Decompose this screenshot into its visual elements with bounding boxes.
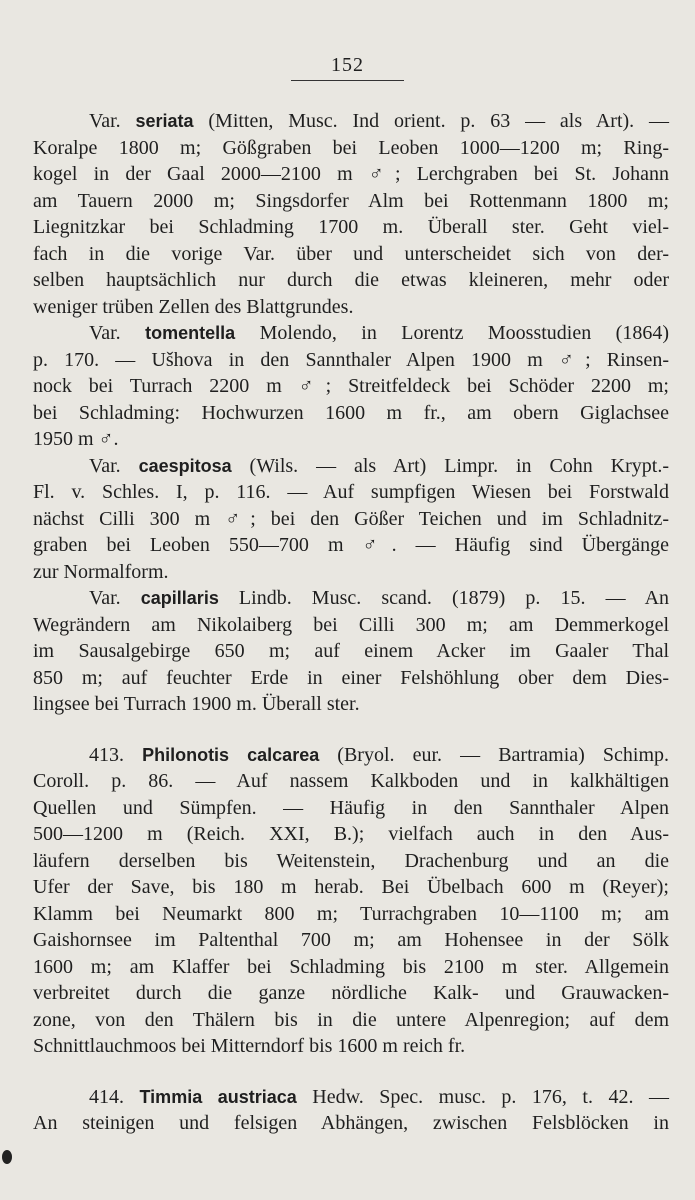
page-edge-mark	[2, 1150, 12, 1164]
text-line: Gaishornsee im Paltenthal 700 m; am Hohensee in der Sölk	[33, 929, 669, 951]
text-line: Koralpe 1800 m; Gößgraben bei Leoben 1000—1200 m; Ring-	[33, 136, 669, 159]
text-line: Liegnitzkar bei Schladming 1700 m. Überall ster. Geht viel-	[33, 216, 669, 238]
text-line: Coroll. p. 86. — Auf nassem Kalkboden und in kalkhältigen	[33, 770, 669, 792]
taxon-name: capillaris	[140, 588, 219, 608]
text-line: zur Normalform.	[33, 560, 169, 583]
text-line: 850 m; auf feuchter Erde in einer Felshöhlung ober dem Dies-	[33, 666, 669, 689]
page-text	[33, 108, 669, 1137]
paragraph-var-seriata	[33, 108, 669, 320]
section-gap	[33, 1060, 669, 1084]
line-text: Molendo, in Lorentz Moosstudien (1864)	[235, 322, 670, 344]
line-text: (Wils. — als Art) Limpr. in Cohn Krypt.-	[231, 454, 670, 477]
text-line: Ufer der Save, bis 180 m herab. Bei Übelbach 600 m (Reyer);	[33, 876, 669, 898]
header-rule	[291, 80, 404, 81]
line-text: (Mitten, Musc. Ind orient. p. 63 — als Art). —	[193, 110, 669, 132]
text-line: Quellen und Sümpfen. — Häufig in den Sannthaler Alpen	[33, 796, 669, 819]
text-line	[33, 1084, 669, 1111]
text-line: fach in die vorige Var. über und unterscheidet sich von der-	[33, 242, 669, 265]
entry-label: Var.	[89, 110, 121, 132]
text-line: Wegrändern am Nikolaiberg bei Cilli 300 m; am Demmerkogel	[33, 613, 669, 636]
text-line: nock bei Turrach 2200 m ♂; Streitfeldeck bei Schöder 2200 m;	[33, 375, 669, 397]
text-line: An steinigen und felsigen Abhängen, zwischen Felsblöcken in	[33, 1112, 669, 1134]
text-line	[33, 742, 669, 769]
text-line: graben bei Leoben 550—700 m ♂. — Häufig sind Übergänge	[33, 534, 669, 556]
entry-label: Var.	[89, 322, 121, 344]
paragraph-philonotis-calcarea	[33, 742, 669, 1060]
text-line: 500—1200 m (Reich. XXI, B.); vielfach auch in den Aus-	[33, 823, 669, 845]
text-line: im Sausalgebirge 650 m; auf einem Acker im Gaaler Thal	[33, 640, 669, 662]
section-gap	[33, 718, 669, 742]
entry-label: Var.	[89, 454, 121, 477]
paragraph-timmia-austriaca	[33, 1084, 669, 1137]
entry-label: 413.	[89, 743, 124, 766]
line-text: Lindb. Musc. scand. (1879) p. 15. — An	[218, 587, 670, 609]
entry-label: Var.	[89, 587, 121, 609]
text-line: kogel in der Gaal 2000—2100 m ♂; Lerchgraben bei St. Johann	[33, 163, 669, 185]
text-line	[33, 585, 669, 612]
taxon-name: Philonotis calcarea	[142, 744, 320, 765]
text-line	[33, 453, 669, 480]
taxon-name: tomentella	[145, 323, 236, 343]
paragraph-var-capillaris	[33, 585, 669, 718]
taxon-name: seriata	[135, 111, 194, 131]
text-line	[33, 320, 669, 347]
taxon-name: Timmia austriaca	[139, 1086, 297, 1107]
text-line: läufern derselben bis Weitenstein, Drachenburg und an die	[33, 849, 669, 872]
text-line: nächst Cilli 300 m ♂; bei den Gößer Teichen und im Schladnitz-	[33, 507, 669, 530]
text-line: p. 170. — Ušhova in den Sannthaler Alpen 1900 m ♂; Rinsen-	[33, 348, 669, 371]
line-text: Hedw. Spec. musc. p. 176, t. 42. —	[296, 1085, 669, 1108]
text-line: lingsee bei Turrach 1900 m. Überall ster.	[33, 693, 360, 715]
page-number: 152	[331, 54, 364, 76]
text-line: weniger trüben Zellen des Blattgrundes.	[33, 295, 354, 318]
text-line: Fl. v. Schles. I, p. 116. — Auf sumpfigen Wiesen bei Forstwald	[33, 481, 669, 503]
entry-label: 414.	[89, 1085, 124, 1108]
text-line: am Tauern 2000 m; Singsdorfer Alm bei Rottenmann 1800 m;	[33, 189, 669, 212]
text-line: Schnittlauchmoos bei Mitterndorf bis 1600 m reich fr.	[33, 1035, 466, 1057]
taxon-name: caespitosa	[138, 455, 232, 476]
paragraph-var-caespitosa	[33, 453, 669, 586]
text-line: zone, von den Thälern bis in die untere Alpenregion; auf dem	[33, 1008, 669, 1031]
text-line: selben hauptsächlich nur durch die etwas kleineren, mehr oder	[33, 269, 669, 291]
text-line: Klamm bei Neumarkt 800 m; Turrachgraben 10—1100 m; am	[33, 902, 669, 925]
text-line: verbreitet durch die ganze nördliche Kalk- und Grauwacken-	[33, 982, 669, 1004]
text-line: bei Schladming: Hochwurzen 1600 m fr., am obern Giglachsee	[33, 401, 669, 424]
text-line: 1600 m; am Klaffer bei Schladming bis 2100 m ster. Allgemein	[33, 955, 669, 978]
text-line: 1950 m ♂.	[33, 428, 119, 450]
line-text: (Bryol. eur. — Bartramia) Schimp.	[319, 743, 669, 766]
text-line	[33, 108, 669, 135]
paragraph-var-tomentella	[33, 320, 669, 453]
